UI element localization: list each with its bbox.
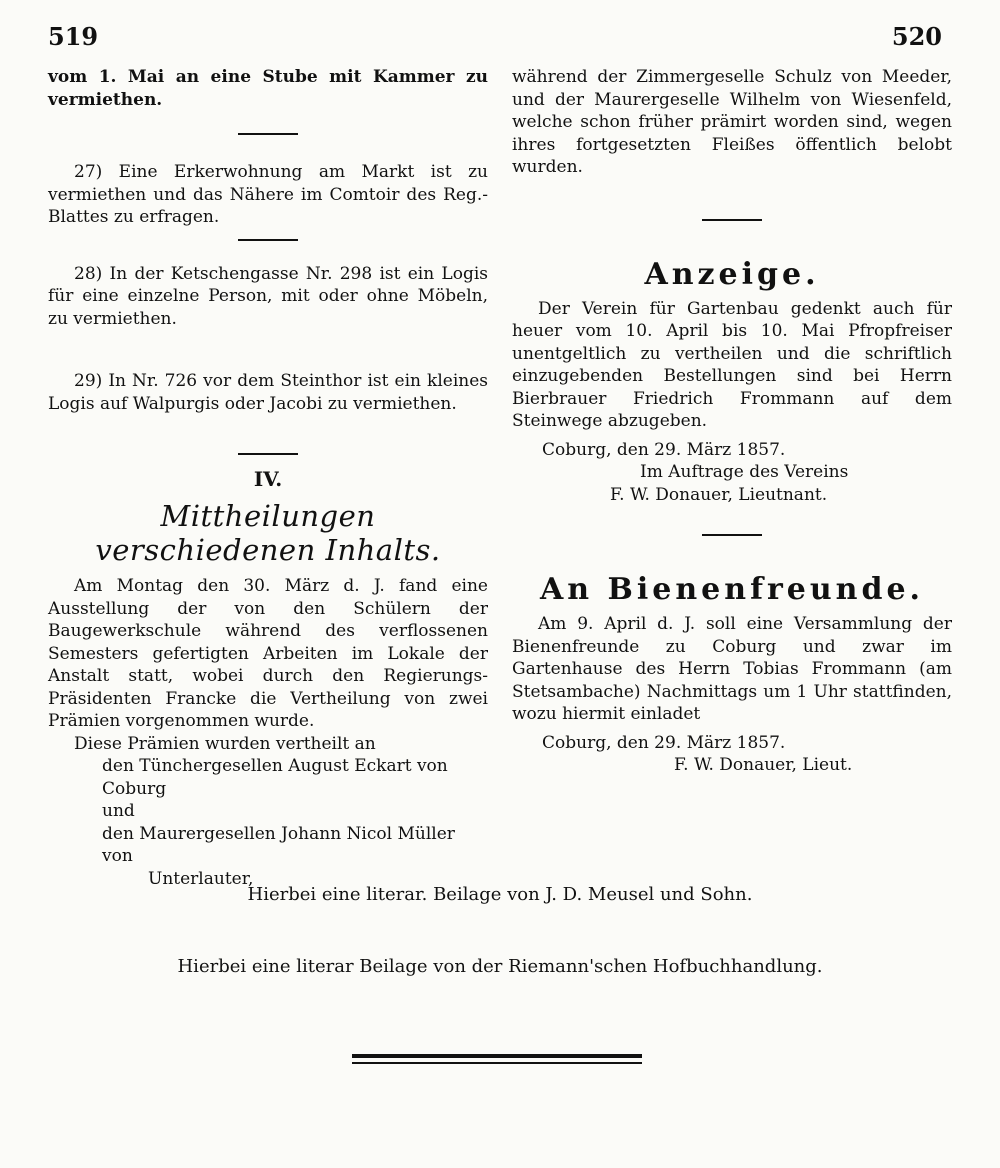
anzeige-text: Der Verein für Gartenbau gedenkt auch für heuer vom 10. April bis 10. Mai Pfropfreiser unentgeltlich zu vertheilen und die schriftlich einzugebenden Bestellungen sind bei Herrn Bierbrauer Friedrich Frommann auf dem Steinwege abzugeben.	[512, 298, 952, 431]
anzeige-signature-line-2: F. W. Donauer, Lieutnant.	[610, 484, 828, 505]
rental-notice-29: 29) In Nr. 726 vor dem Steinthor ist ein kleines Logis auf Walpurgis oder Jacobi zu vermiethen.	[48, 371, 488, 414]
exhibition-report: Am Montag den 30. März d. J. fand eine Ausstellung der von den Schülern der Baugewerkschule während des verflossenen Semesters gefertigten Arbeiten im Lokale der Anstalt statt, wobei durch den Regierungs-Präsidenten Francke die Vertheilung von zwei Prämien vorgenommen wurde.	[48, 576, 488, 731]
section-number: IV.	[253, 467, 283, 491]
page-number-right: 520	[891, 22, 942, 51]
bienenfreunde-signature: F. W. Donauer, Lieut.	[674, 755, 853, 775]
supplement-notice-meusel: Hierbei eine literar. Beilage von J. D. Meusel und Sohn.	[247, 884, 753, 905]
anzeige-date: Coburg, den 29. März 1857.	[542, 439, 786, 460]
rental-notice-27: 27) Eine Erkerwohnung am Markt ist zu vermiethen und das Nähere im Comtoir des Reg.-Blattes zu erfragen.	[48, 162, 488, 227]
prize-recipient-1: den Tünchergesellen August Eckart von Coburg	[102, 756, 448, 799]
left-column	[48, 66, 488, 890]
prize-and: und	[102, 801, 135, 821]
exhibition-report-continuation: während der Zimmergeselle Schulz von Meeder, und der Maurergeselle Wilhelm von Wiesenfeld, welche schon früher prämirt worden sind, wegen ihres fortgesetzten Fleißes öffentlich belobt wurden.	[512, 67, 952, 177]
anzeige-heading: Anzeige.	[644, 256, 820, 292]
prize-recipient-2: den Maurergesellen Johann Nicol Müller von	[102, 823, 455, 866]
rental-notice-28: 28) In der Ketschengasse Nr. 298 ist ein Logis für eine einzelne Person, mit oder ohne Möbeln, zu vermiethen.	[48, 263, 488, 329]
page-number-left: 519	[48, 22, 99, 51]
right-column	[512, 66, 952, 777]
prize-recipient-2-origin: Unterlauter,	[148, 868, 254, 889]
section-title: Mittheilungen verschiedenen Inhalts.	[95, 499, 441, 567]
rental-notice-continuation: vom 1. Mai an eine Stube mit Kammer zu vermiethen.	[48, 67, 488, 110]
anzeige-signature-line-1: Im Auftrage des Vereins	[640, 462, 849, 482]
bienenfreunde-date: Coburg, den 29. März 1857.	[542, 732, 786, 753]
closing-double-rule	[352, 1054, 642, 1064]
bienenfreunde-text: Am 9. April d. J. soll eine Versammlung der Bienenfreunde zu Coburg und zwar im Gartenhause des Herrn Tobias Frommann (am Stetsambache) Nachmittags um 1 Uhr stattfinden, wozu hiermit einladet	[512, 614, 952, 724]
bienenfreunde-heading: An Bienenfreunde.	[539, 572, 924, 607]
prize-intro: Diese Prämien wurden vertheilt an	[74, 733, 376, 754]
supplement-notice-riemann: Hierbei eine literar Beilage von der Riemann'schen Hofbuchhandlung.	[177, 956, 823, 977]
